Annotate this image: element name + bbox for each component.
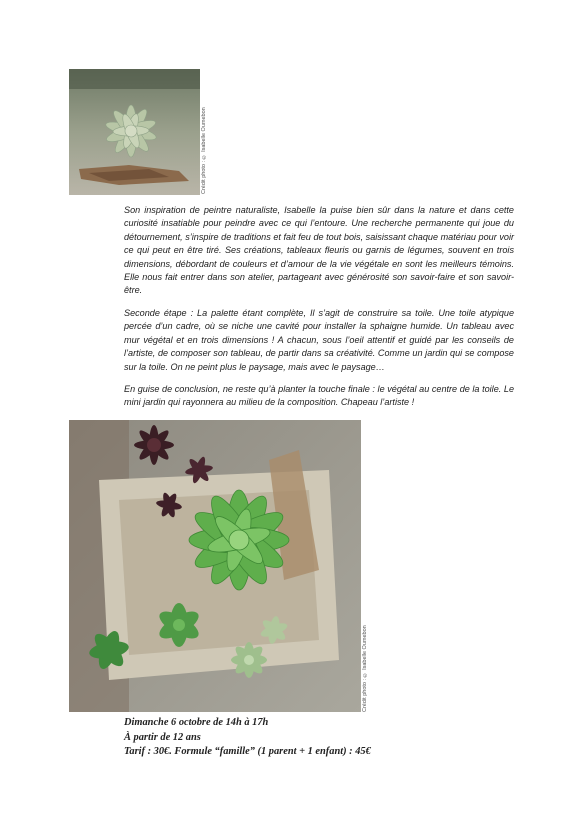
event-price: Tarif : 30€. Formule “famille” (1 parent + 1 enfant) : 45€	[124, 746, 371, 757]
succulent-photo	[69, 69, 200, 195]
event-info	[124, 716, 371, 760]
event-date: Dimanche 6 octobre de 14h à 17h	[124, 717, 269, 728]
photo-credit-bottom: Crédit photo : © Isabelle Oumebon	[362, 625, 368, 712]
vegetal-painting-photo	[69, 420, 361, 712]
event-age: À partir de 12 ans	[124, 731, 201, 743]
photo-credit-top: Crédit photo : © Isabelle Oumebon	[201, 107, 207, 194]
paragraph-conclusion: En guise de conclusion, ne reste qu’à planter la touche finale : le végétal au centre de la toile. Le mini jardin qui rayonnera au milieu de la composition. Chapeau l’artiste !	[124, 384, 514, 408]
paragraph-inspiration: Son inspiration de peintre naturaliste, Isabelle la puise bien sûr dans la nature et dans cette curiosité insatiable pour peindre avec ce qui l’entoure. Une recherche permanente qui joue du détournement, s’inspire de traditions et fait feu de tout bois, saisissant chaque matériau pour voir ce qui peut en être tiré. Ses créations, tableaux fleuris ou garnis de légumes, souvent en trois dimensions, débordant de couleurs et d’amour de la vie végétale en sont les meilleurs témoins. Elle nous fait entrer dans son atelier, partageant avec générosité son savoir-faire et son savoir-être.	[124, 205, 514, 296]
vegetal-painting-illustration	[69, 420, 361, 712]
succulent-illustration	[69, 69, 200, 195]
paragraph-second-step: Seconde étape : La palette étant complète, Il s’agit de construire sa toile. Une toile atypique percée d’un cadre, où se niche une cavité pour installer la sphaigne humide. Un tableau avec mur végétal et en trois dimensions ! A chacun, sous l’oeil attentif et guidé par les conseils de l’artiste, de composer son tableau, de partir dans sa créativité. Comme un jardin qui se compose sur la toile. On ne peint plus le paysage, mais avec le paysage…	[124, 308, 514, 372]
